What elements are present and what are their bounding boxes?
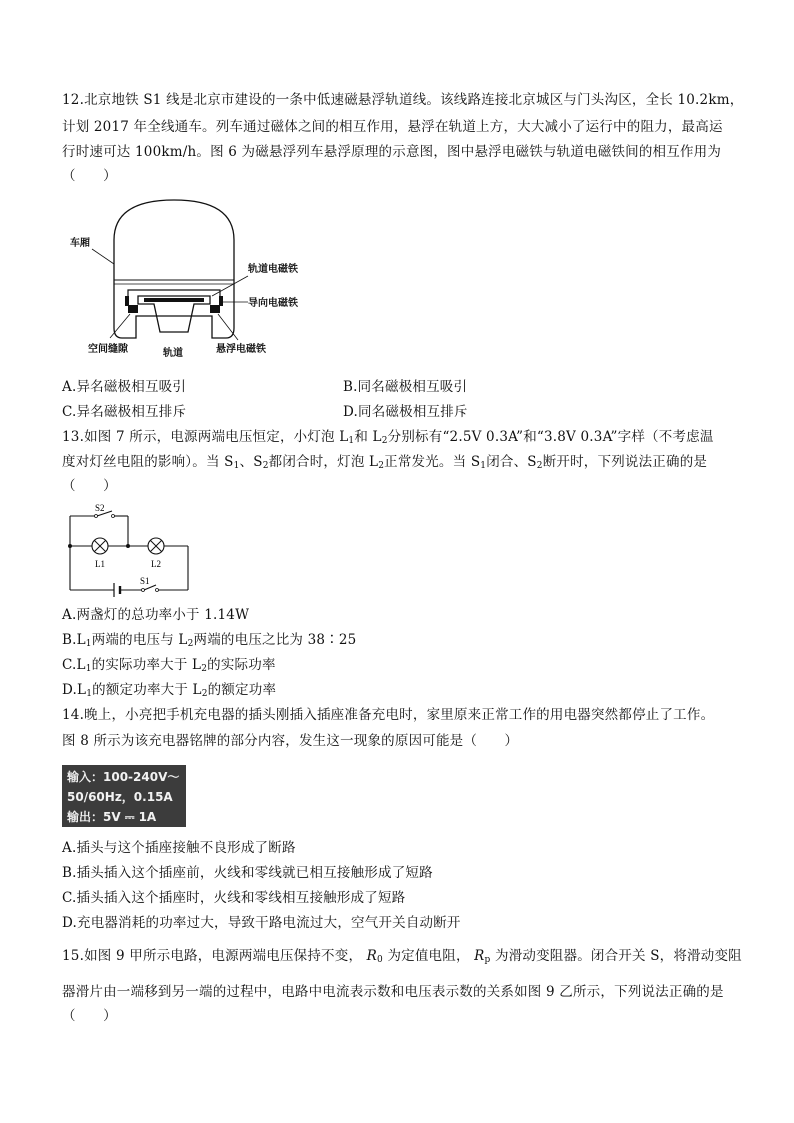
lamp-l1-icon bbox=[92, 538, 108, 554]
q13-line1: 13.如图 7 所示，电源两端电压恒定，小灯泡 $L_1$和 $L_2$分别标有“2.5V 0.3A”和“3.8V 0.3A”字样（不考虑温 bbox=[62, 429, 714, 446]
q13-option-d: $D.L_1$的额定功率大于 $L_2$的额定功率 bbox=[62, 682, 277, 699]
q13-option-c: $C.L_1$的实际功率大于 $L_2$的实际功率 bbox=[62, 657, 276, 674]
q14-option-c: C.插头插入这个插座时，火线和零线相互接触形成了短路 bbox=[62, 890, 406, 906]
label-car: 车厢 bbox=[70, 238, 90, 249]
label-s2: S2 bbox=[95, 503, 105, 513]
label-guide-magnet: 导向电磁铁 bbox=[248, 298, 298, 309]
label-track-magnet: 轨道电磁铁 bbox=[248, 264, 298, 275]
label-s1: S1 bbox=[140, 576, 150, 586]
suspension-magnet-right bbox=[210, 305, 220, 313]
q14-option-b: B.插头插入这个插座前，火线和零线就已相互接触形成了短路 bbox=[62, 865, 433, 881]
q15-line1: 15.如图 9 甲所示电路，电源两端电压保持不变， $R_0$ 为定值电阻， $R_p$ 为滑动变阻器。闭合开关 S，将滑动变阻 bbox=[62, 948, 742, 965]
q13-answer-blank: （ ） bbox=[62, 478, 117, 494]
circuit-diagram-fig7 bbox=[62, 502, 197, 600]
q14-line1: 14.晚上，小亮把手机充电器的插头刚插入插座准备充电时，家里原来正常工作的用电器突然都停止了工作。 bbox=[62, 707, 715, 723]
q14-option-a: A.插头与这个插座接触不良形成了断路 bbox=[62, 840, 296, 856]
q12-option-a: A.异名磁极相互吸引 bbox=[62, 379, 187, 395]
q14-option-d: D.充电器消耗的功率过大，导致干路电流过大，空气开关自动断开 bbox=[62, 915, 461, 931]
suspension-magnet-left bbox=[128, 305, 138, 313]
nameplate-output: 输出：5V ⎓ 1A bbox=[67, 810, 157, 824]
q15-answer-blank: （ ） bbox=[62, 1008, 117, 1024]
q13-option-b: $B.L_1$两端的电压与 $L_2$两端的电压之比为 38∶25 bbox=[62, 632, 357, 649]
car-body-outline bbox=[114, 200, 234, 338]
q12-line3: 行时速可达 100km/h。图 6 为磁悬浮列车悬浮原理的示意图，图中悬浮电磁铁与轨道电磁铁间的相互作用为 bbox=[62, 144, 722, 160]
charger-nameplate bbox=[62, 765, 186, 827]
q15-line2: 器滑片由一端移到另一端的过程中，电路中电流表示数和电压表示数的关系如图 9 乙所示，下列说法正确的是 bbox=[62, 984, 724, 1000]
q13-option-a: A.两盏灯的总功率小于 1.14W bbox=[62, 607, 250, 623]
lamp-l2-icon bbox=[148, 538, 164, 554]
battery-icon bbox=[114, 583, 120, 597]
q14-line2: 图 8 所示为该充电器铭牌的部分内容，发生这一现象的原因可能是（ ） bbox=[62, 733, 519, 749]
label-gap: 空间缝隙 bbox=[88, 344, 128, 355]
q12-line1: 12.北京地铁 S1 线是北京市建设的一条中低速磁悬浮轨道线。该线路连接北京城区与门头沟区，全长 10.2km， bbox=[62, 92, 744, 108]
q12-answer-blank: （ ） bbox=[62, 168, 117, 184]
maglev-diagram bbox=[62, 192, 302, 364]
label-l1: L1 bbox=[95, 559, 105, 569]
q12-line2: 计划 2017 年全线通车。列车通过磁体之间的相互作用，悬浮在轨道上方，大大减小了运行中的阻力，最高运 bbox=[62, 119, 723, 135]
label-suspend-magnet: 悬浮电磁铁 bbox=[216, 344, 266, 355]
q12-option-d: D.同名磁极相互排斥 bbox=[343, 404, 468, 420]
label-track: 轨道 bbox=[163, 348, 183, 359]
nameplate-frequency: 50/60Hz，0.15A bbox=[67, 790, 173, 804]
q13-line2: 度对灯丝电阻的影响）。当 $S_1$、$S_2$都闭合时，灯泡 $L_2$正常发光。当 $S_1$闭合、$S_2$断开时，下列说法正确的是 bbox=[62, 454, 708, 471]
q12-option-b: B.同名磁极相互吸引 bbox=[343, 379, 468, 395]
label-l2: L2 bbox=[151, 559, 161, 569]
q12-option-c: C.异名磁极相互排斥 bbox=[62, 404, 187, 420]
nameplate-input: 输入：100-240V～ bbox=[67, 770, 180, 784]
